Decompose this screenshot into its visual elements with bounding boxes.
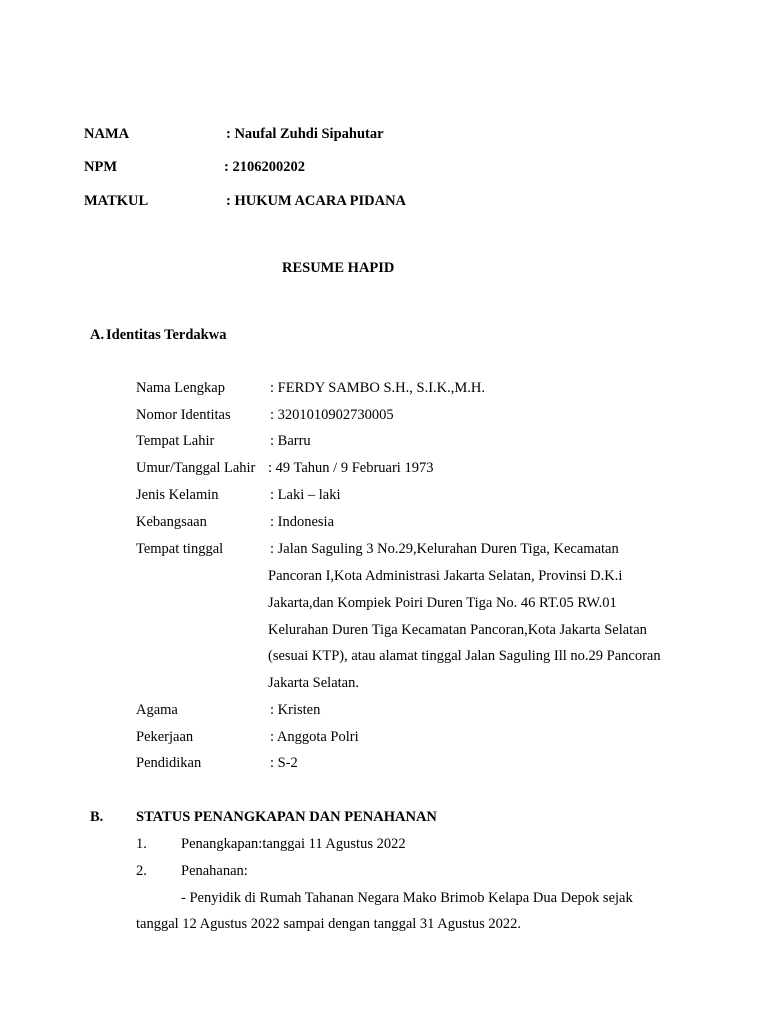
nama-label: NAMA (84, 126, 130, 142)
address-line-4: Kelurahan Duren Tiga Kecamatan Pancoran,Kota Jakarta Selatan (268, 622, 647, 638)
field-value-agama: : Kristen (270, 702, 321, 718)
list-item-number-1: 1. (136, 836, 147, 852)
field-value-kebangsaan: : Indonesia (270, 514, 335, 530)
detail-line-2: tanggal 12 Agustus 2022 sampai dengan tanggal 31 Agustus 2022. (136, 916, 522, 932)
section-a-marker: A. (90, 327, 105, 343)
matkul-value: : HUKUM ACARA PIDANA (226, 193, 407, 209)
section-b-marker: B. (90, 809, 104, 825)
field-value-pekerjaan: : Anggota Polri (270, 729, 359, 745)
field-value-nama-lengkap: : FERDY SAMBO S.H., S.I.K.,M.H. (270, 380, 485, 396)
field-label-jenis-kelamin: Jenis Kelamin (136, 487, 219, 503)
field-value-umur-tanggal-lahir: : 49 Tahun / 9 Februari 1973 (268, 460, 434, 476)
address-line-6: Jakarta Selatan. (268, 675, 359, 691)
detail-line-1: - Penyidik di Rumah Tahanan Negara Mako Brimob Kelapa Dua Depok sejak (181, 890, 633, 906)
field-label-kebangsaan: Kebangsaan (136, 514, 207, 530)
address-line-3: Jakarta,dan Kompiek Poiri Duren Tiga No. 46 RT.05 RW.01 (268, 595, 617, 611)
nama-value: : Naufal Zuhdi Sipahutar (226, 126, 384, 142)
page-title: RESUME HAPID (282, 260, 395, 276)
field-value-tempat-lahir: : Barru (270, 433, 311, 449)
list-item-text-2: Penahanan: (181, 863, 248, 879)
npm-value: : 2106200202 (224, 159, 305, 175)
list-item-number-2: 2. (136, 863, 147, 879)
address-line-5: (sesuai KTP), atau alamat tinggal Jalan Saguling Ill no.29 Pancoran (268, 648, 661, 664)
field-value-jenis-kelamin: : Laki – laki (270, 487, 341, 503)
field-label-nomor-identitas: Nomor Identitas (136, 407, 231, 423)
field-label-agama: Agama (136, 702, 178, 718)
field-label-tempat-lahir: Tempat Lahir (136, 433, 215, 449)
section-b-heading: STATUS PENANGKAPAN DAN PENAHANAN (136, 809, 437, 825)
field-label-tempat-tinggal: Tempat tinggal (136, 541, 224, 557)
matkul-label: MATKUL (84, 193, 149, 209)
list-item-text-1: Penangkapan:tanggai 11 Agustus 2022 (181, 836, 406, 852)
npm-label: NPM (84, 159, 118, 175)
field-label-pekerjaan: Pekerjaan (136, 729, 194, 745)
field-label-nama-lengkap: Nama Lengkap (136, 380, 225, 396)
field-value-tempat-tinggal: : Jalan Saguling 3 No.29,Kelurahan Duren Tiga, Kecamatan (270, 541, 619, 557)
section-a-heading: Identitas Terdakwa (106, 327, 227, 343)
field-value-nomor-identitas: : 3201010902730005 (270, 407, 394, 423)
field-label-pendidikan: Pendidikan (136, 755, 202, 771)
address-line-2: Pancoran I,Kota Administrasi Jakarta Selatan, Provinsi D.K.i (268, 568, 623, 584)
field-value-pendidikan: : S-2 (270, 755, 298, 771)
field-label-umur-tanggal-lahir: Umur/Tanggal Lahir (136, 460, 256, 476)
